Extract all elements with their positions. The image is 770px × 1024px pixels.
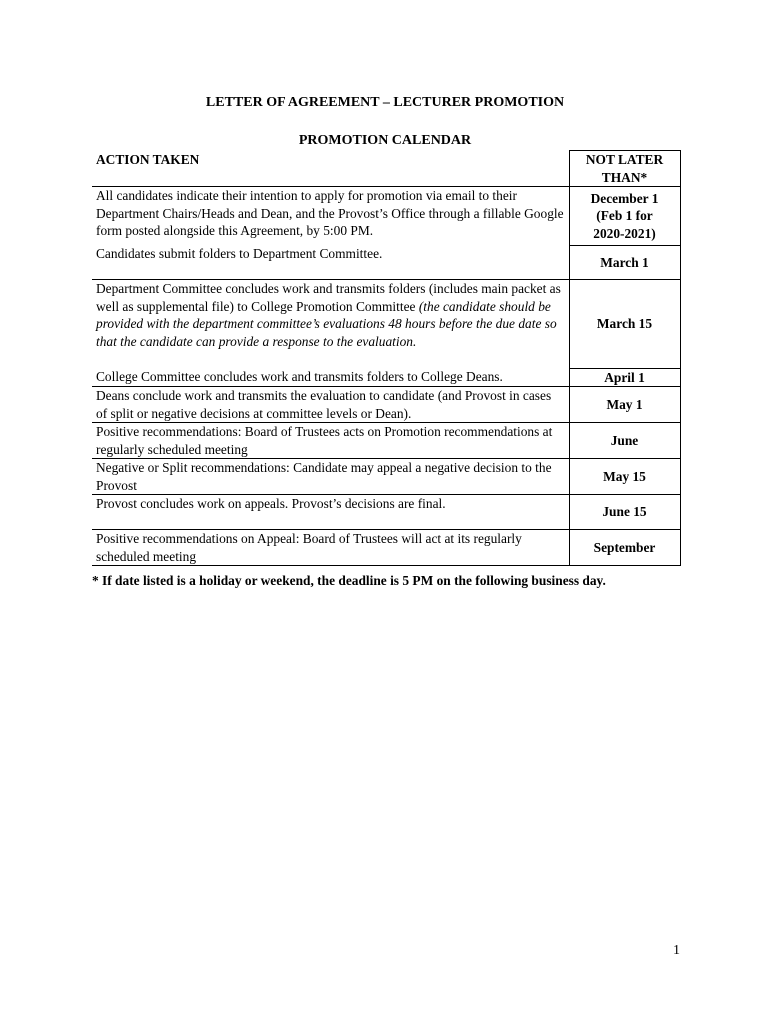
date-cell: June 15 (569, 495, 680, 530)
header-date-line2: THAN* (601, 169, 648, 185)
table-row (92, 368, 680, 387)
action-cell: Positive recommendations: Board of Trustees acts on Promotion recommendations at regularly scheduled meeting (92, 423, 569, 459)
action-cell: Negative or Split recommendations: Candidate may appeal a negative decision to the Provost (92, 459, 569, 495)
date-line1: December 1 (590, 190, 659, 206)
table-row (92, 495, 680, 530)
date-line3: 2020-2021) (593, 225, 656, 241)
table-row (92, 280, 680, 369)
action-italic-note: (the candidate should be provided with the department committee’s evaluations 48 hours before the due date so that the candidate can provide a response to the evaluation. (96, 298, 557, 349)
action-text: Department Committee concludes work and transmits folders (includes main packet as well as supplemental file) to College Promotion Committee (96, 281, 561, 314)
table-row (92, 459, 680, 495)
header-not-later-than (569, 151, 680, 187)
promotion-calendar-table (92, 150, 681, 566)
table-header-row (92, 151, 680, 187)
date-line2: (Feb 1 for (596, 208, 653, 223)
action-cell: All candidates indicate their intention to apply for promotion via email to their Department Chairs/Heads and Dean, and the Provost’s Office through a fillable Google form posted alongside this Agreement, by 5:00 PM. (92, 187, 569, 246)
table-row (92, 423, 680, 459)
action-cell: Deans conclude work and transmits the evaluation to candidate (and Provost in cases of split or negative decisions at committee levels or Dean). (92, 387, 569, 423)
action-cell: Positive recommendations on Appeal: Board of Trustees will act at its regularly scheduled meeting (92, 530, 569, 566)
date-cell: March 1 (569, 245, 680, 280)
action-cell: College Committee concludes work and transmits folders to College Deans. (92, 368, 569, 387)
header-date-line1: NOT LATER (585, 152, 664, 167)
date-cell: June (569, 423, 680, 459)
table-row (92, 530, 680, 566)
header-action-taken: ACTION TAKEN (96, 151, 200, 167)
table-row (92, 245, 680, 280)
action-cell (92, 280, 569, 369)
calendar-title: PROMOTION CALENDAR (298, 133, 472, 148)
date-cell: May 15 (569, 459, 680, 495)
action-cell: Candidates submit folders to Department Committee. (92, 245, 569, 280)
footnote: * If date listed is a holiday or weekend, the deadline is 5 PM on the following business day. (92, 573, 606, 588)
date-cell: September (569, 530, 680, 566)
date-cell: March 15 (569, 280, 680, 369)
action-cell: Provost concludes work on appeals. Provost’s decisions are final. (92, 495, 569, 530)
date-cell: April 1 (569, 368, 680, 387)
page-number: 1 (673, 943, 680, 958)
date-cell (569, 187, 680, 246)
table-row (92, 387, 680, 423)
table-row (92, 187, 680, 246)
document-title: LETTER OF AGREEMENT – LECTURER PROMOTION (205, 95, 565, 110)
date-cell: May 1 (569, 387, 680, 423)
